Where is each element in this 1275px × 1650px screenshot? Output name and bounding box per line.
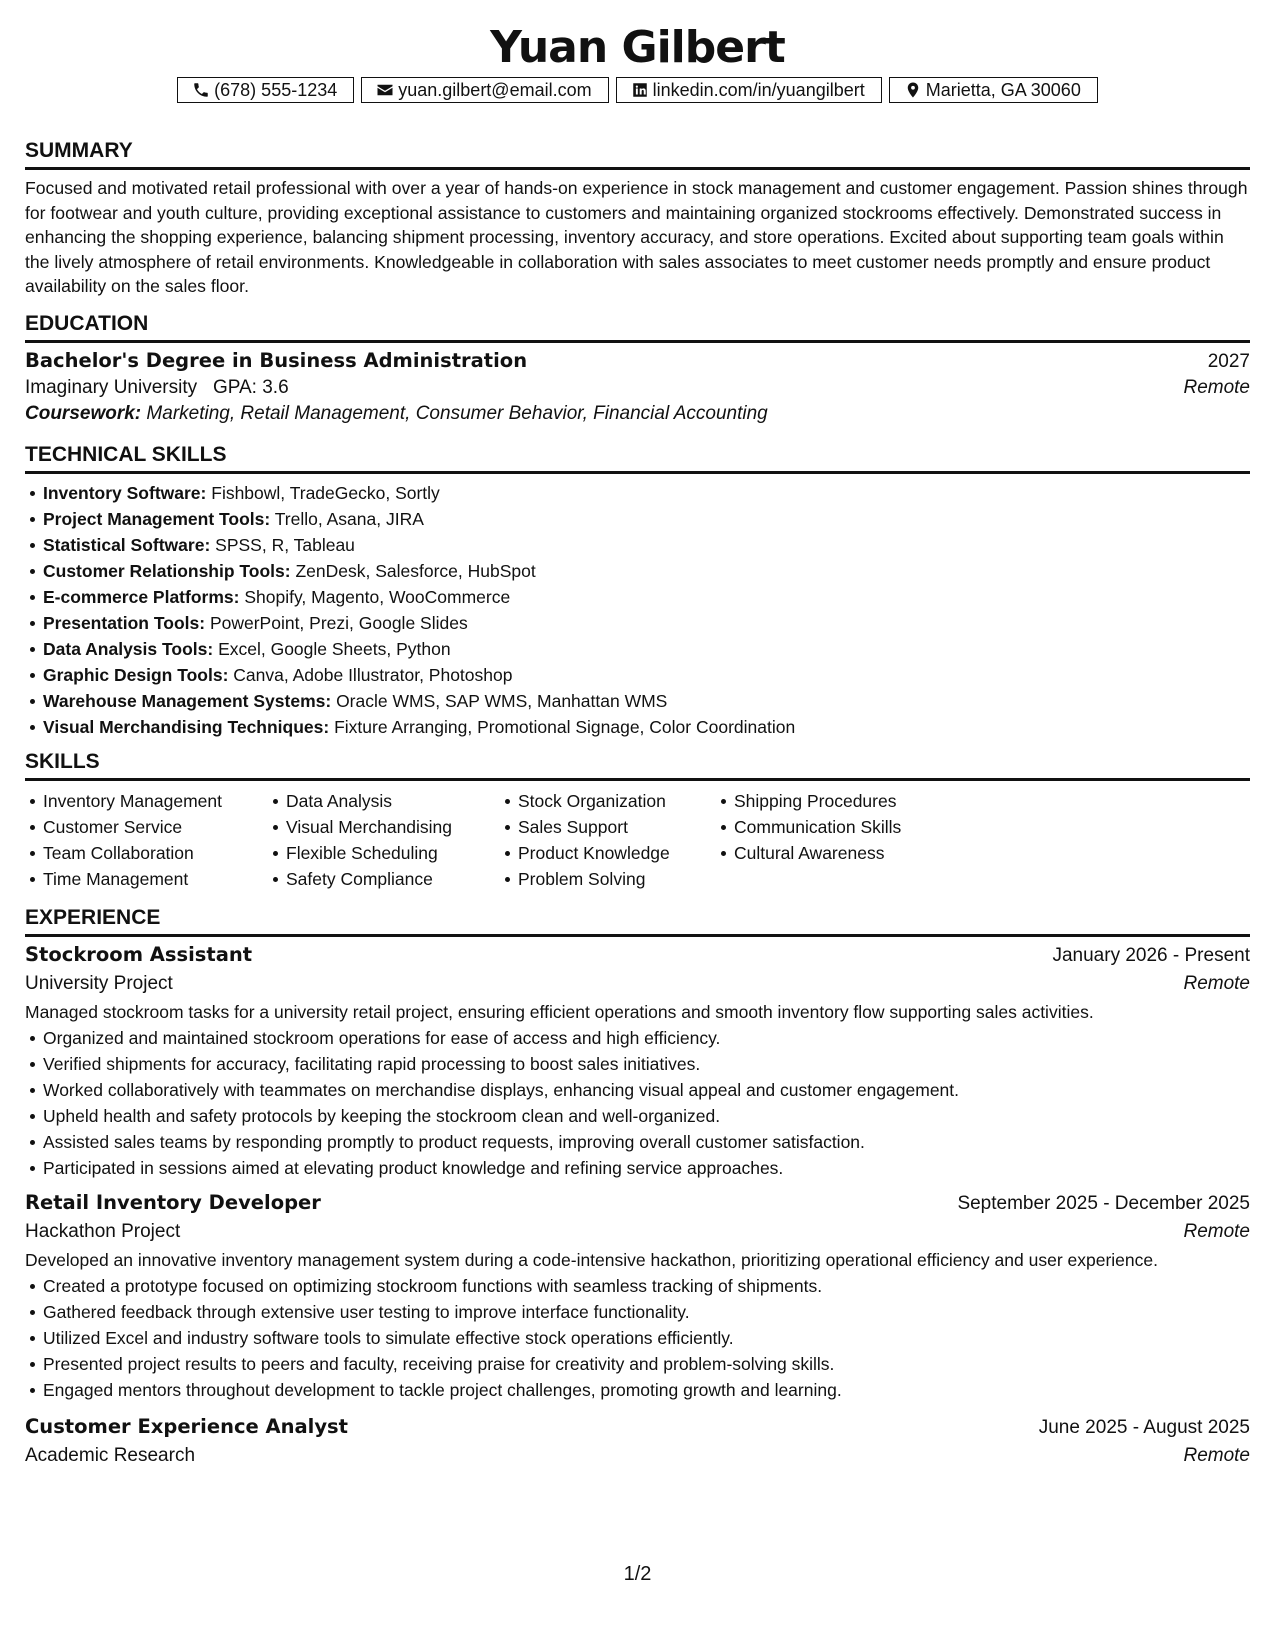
email-address: yuan.gilbert@email.com: [398, 79, 592, 100]
education-location: Remote: [1183, 376, 1250, 398]
list-item: Presented project results to peers and faculty, receiving praise for creativity and problem-solving skills.: [43, 1351, 1250, 1377]
list-item: Visual Merchandising: [286, 814, 500, 840]
technical-skills-list: [25, 480, 1250, 740]
skill-label: Inventory Software:: [43, 482, 207, 503]
gpa: GPA: 3.6: [212, 376, 289, 398]
list-item: Problem Solving: [518, 866, 716, 892]
job-org: Academic Research: [25, 1444, 196, 1466]
job-description: Managed stockroom tasks for a university retail project, ensuring efficient operations and smooth inventory flow supporting sales activities.: [25, 1001, 1094, 1022]
degree-title: Bachelor's Degree in Business Administration: [25, 348, 528, 372]
education-row-1: [25, 349, 1250, 373]
experience-section: [25, 905, 1250, 1467]
skill-label: E-commerce Platforms:: [43, 586, 240, 607]
experience-heading: EXPERIENCE: [25, 905, 1250, 937]
envelope-icon: [376, 81, 394, 99]
list-item: Gathered feedback through extensive user testing to improve interface functionality.: [43, 1299, 1250, 1325]
job-header: [25, 1191, 1250, 1215]
skills-heading: SKILLS: [25, 749, 1250, 781]
skill-label: Project Management Tools:: [43, 508, 271, 529]
list-item: Utilized Excel and industry software tools to simulate effective stock operations efficiently.: [43, 1325, 1250, 1351]
list-item: Assisted sales teams by responding promptly to product requests, improving overall customer satisfaction.: [43, 1129, 1250, 1155]
list-item: Verified shipments for accuracy, facilitating rapid processing to boost sales initiatives.: [43, 1051, 1250, 1077]
job-bullets: [25, 1025, 1250, 1181]
list-item: Sales Support: [518, 814, 716, 840]
skill-label: Warehouse Management Systems:: [43, 690, 332, 711]
list-item: [43, 688, 1250, 714]
list-item: Shipping Procedures: [734, 788, 974, 814]
list-item: [43, 662, 1250, 688]
skill-value: SPSS, R, Tableau: [215, 534, 355, 555]
job-subheader: [25, 973, 1250, 995]
contact-phone[interactable]: [177, 77, 354, 103]
list-item: Time Management: [43, 866, 268, 892]
phone-icon: [192, 81, 210, 99]
education-heading: EDUCATION: [25, 311, 1250, 343]
list-item: Product Knowledge: [518, 840, 716, 866]
experience-entry: [25, 1191, 1250, 1403]
job-subheader: [25, 1221, 1250, 1243]
skill-value: Fishbowl, TradeGecko, Sortly: [211, 482, 440, 503]
contact-email[interactable]: [361, 77, 608, 103]
list-item: [43, 506, 1250, 532]
job-dates: January 2026 - Present: [1052, 944, 1250, 966]
list-item: Worked collaboratively with teammates on merchandise displays, enhancing visual appeal and customer engagement.: [43, 1077, 1250, 1103]
map-pin-icon: [904, 81, 922, 99]
job-org: University Project: [25, 972, 173, 994]
education-section: [25, 311, 1250, 425]
resume-page: [25, 0, 1250, 1467]
skills-column-1: [25, 788, 268, 892]
job-title: Stockroom Assistant: [25, 942, 253, 966]
list-item: Upheld health and safety protocols by keeping the stockroom clean and well-organized.: [43, 1103, 1250, 1129]
skill-label: Presentation Tools:: [43, 612, 206, 633]
skill-label: Data Analysis Tools:: [43, 638, 214, 659]
phone-number: (678) 555-1234: [214, 79, 338, 100]
list-item: [43, 584, 1250, 610]
list-item: [43, 558, 1250, 584]
coursework-list: Marketing, Retail Management, Consumer Behavior, Financial Accounting: [146, 402, 768, 424]
technical-skills-section: [25, 442, 1250, 740]
skill-label: Visual Merchandising Techniques:: [43, 716, 330, 737]
graduation-year: 2027: [1207, 350, 1250, 372]
list-item: Customer Service: [43, 814, 268, 840]
list-item: Flexible Scheduling: [286, 840, 500, 866]
experience-entry: [25, 1415, 1250, 1467]
coursework-label: Coursework:: [25, 402, 142, 424]
coursework-line: [25, 403, 1250, 425]
linkedin-icon: [631, 81, 649, 99]
job-header: [25, 1415, 1250, 1439]
skill-label: Statistical Software:: [43, 534, 211, 555]
list-item: [43, 714, 1250, 740]
list-item: [43, 636, 1250, 662]
list-item: [43, 532, 1250, 558]
job-location: Remote: [1183, 972, 1250, 994]
technical-skills-heading: TECHNICAL SKILLS: [25, 442, 1250, 474]
list-item: Safety Compliance: [286, 866, 500, 892]
school-line: [25, 377, 289, 399]
job-subheader: [25, 1445, 1250, 1467]
linkedin-url: linkedin.com/in/yuangilbert: [652, 79, 865, 100]
school-name: Imaginary University: [25, 376, 198, 398]
list-item: [43, 610, 1250, 636]
list-item: Inventory Management: [43, 788, 268, 814]
list-item: Team Collaboration: [43, 840, 268, 866]
job-org: Hackathon Project: [25, 1220, 181, 1242]
skill-label: Graphic Design Tools:: [43, 664, 229, 685]
list-item: Engaged mentors throughout development to tackle project challenges, promoting growth and learning.: [43, 1377, 1250, 1403]
skills-section: [25, 749, 1250, 892]
skill-value: Excel, Google Sheets, Python: [218, 638, 451, 659]
list-item: Data Analysis: [286, 788, 500, 814]
skills-grid: [25, 788, 1250, 892]
candidate-name: Yuan Gilbert: [490, 22, 785, 73]
location-text: Marietta, GA 30060: [925, 79, 1081, 100]
job-dates: September 2025 - December 2025: [957, 1192, 1250, 1214]
contact-bar: [25, 77, 1250, 103]
skills-column-3: [500, 788, 716, 892]
job-dates: June 2025 - August 2025: [1038, 1416, 1250, 1438]
job-header: [25, 943, 1250, 967]
list-item: Stock Organization: [518, 788, 716, 814]
job-location: Remote: [1183, 1444, 1250, 1466]
contact-location: [889, 77, 1098, 103]
summary-text: Focused and motivated retail professional with over a year of hands-on experience in stock management and customer engagement. Passion shines through for footwear and youth culture, providing exceptional assistance to customers and maintaining organized stockrooms effectively. Demonstrated success in enhancing the shopping experience, balancing shipment processing, inventory accuracy, and store operations. Excited about supporting team goals within the lively atmosphere of retail environments. Knowledgeable in collaboration with sales associates to meet customer needs promptly and ensure product availability on the sales floor.: [25, 178, 1248, 297]
list-item: [43, 480, 1250, 506]
summary-section: [25, 138, 1250, 299]
job-title: Customer Experience Analyst: [25, 1414, 348, 1438]
skill-value: Trello, Asana, JIRA: [274, 508, 424, 529]
skills-column-2: [268, 788, 500, 892]
skill-value: Fixture Arranging, Promotional Signage, Color Coordination: [334, 716, 796, 737]
education-row-2: [25, 377, 1250, 399]
summary-heading: SUMMARY: [25, 138, 1250, 170]
list-item: Cultural Awareness: [734, 840, 974, 866]
job-title: Retail Inventory Developer: [25, 1190, 321, 1214]
skill-value: PowerPoint, Prezi, Google Slides: [209, 612, 468, 633]
job-description: Developed an innovative inventory management system during a code-intensive hackathon, prioritizing operational efficiency and user experience.: [25, 1249, 1158, 1270]
skill-value: Canva, Adobe Illustrator, Photoshop: [233, 664, 513, 685]
job-bullets: [25, 1273, 1250, 1403]
skills-column-4: [716, 788, 974, 892]
skill-value: ZenDesk, Salesforce, HubSpot: [295, 560, 536, 581]
list-item: Communication Skills: [734, 814, 974, 840]
contact-linkedin[interactable]: [616, 77, 882, 103]
skill-label: Customer Relationship Tools:: [43, 560, 291, 581]
list-item: Participated in sessions aimed at elevating product knowledge and refining service approaches.: [43, 1155, 1250, 1181]
experience-entry: [25, 943, 1250, 1181]
job-location: Remote: [1183, 1220, 1250, 1242]
skill-value: Shopify, Magento, WooCommerce: [244, 586, 511, 607]
list-item: Created a prototype focused on optimizing stockroom functions with seamless tracking of shipments.: [43, 1273, 1250, 1299]
page-number: 1/2: [623, 1563, 652, 1585]
list-item: Organized and maintained stockroom operations for ease of access and high efficiency.: [43, 1025, 1250, 1051]
skill-value: Oracle WMS, SAP WMS, Manhattan WMS: [336, 690, 668, 711]
